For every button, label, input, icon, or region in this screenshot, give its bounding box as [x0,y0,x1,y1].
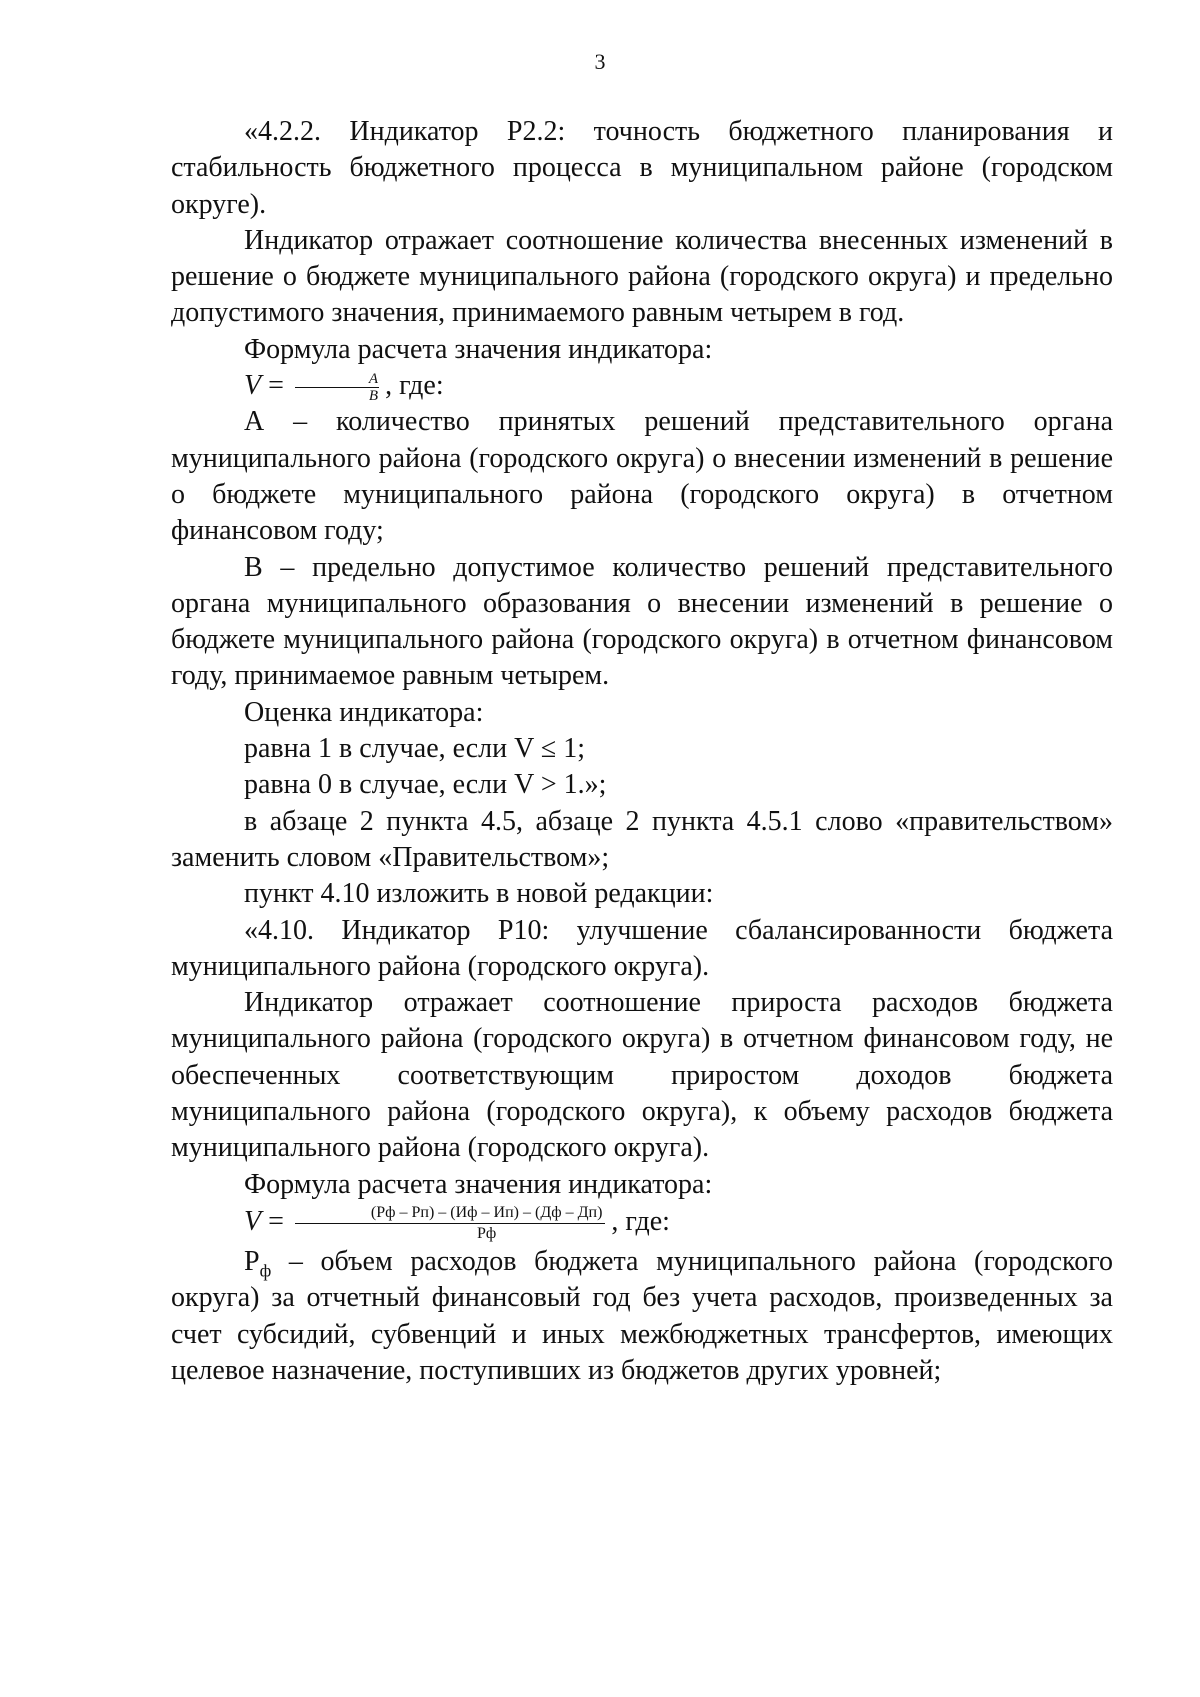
paragraph-definition-r-f [171,1244,1113,1389]
paragraph-evaluation-heading: Оценка индикатора: [244,696,484,728]
document-body [171,114,1113,1389]
formula-2-denominator: Рф [477,1224,497,1242]
formula-1-fraction [295,371,379,404]
formula-2-numerator: (Рф – Рп) – (Иф – Ип) – (Дф – Дп) [295,1203,606,1224]
paragraph-formula-intro-1: Формула расчета значения индикатора: [244,333,713,365]
formula-1-lhs: V [244,370,262,402]
formula-1-suffix: , где: [385,370,444,402]
formula-2-fraction [295,1203,606,1244]
paragraph-indicator-2-2-title: «4.2.2. Индикатор Р2.2: точность бюджетного планирования и стабильность бюджетного процесса в муниципальном районе (городском округе). [171,116,1113,220]
paragraph-definition-b: В – предельно допустимое количество решений представительного органа муниципального образования о внесении изменений в решение о бюджете муниципального района (городского округа) в отчетном финансовом году, принимаемое равным четырем. [171,551,1113,692]
paragraph-evaluation-case-1: равна 1 в случае, если V ≤ 1; [244,733,585,765]
formula-2-equals: = [268,1205,284,1237]
paragraph-definition-a: А – количество принятых решений представительного органа муниципального района (городского округа) о внесении изменений в решение о бюджете муниципального района (городского округа) в отчетном финансовом году; [171,406,1113,547]
paragraph-indicator-10-description: Индикатор отражает соотношение прироста расходов бюджета муниципального района (городского округа) в отчетном финансовом году, не обеспеченных соответствующим приростом доходов бюджета муниципального района (городского округа), к объему расходов бюджета муниципального района (городского округа). [171,987,1113,1164]
formula-v-equals-a-over-b [171,368,1113,404]
formula-1-numerator: A [295,371,379,388]
paragraph-evaluation-case-0: равна 0 в случае, если V > 1.»; [244,769,607,801]
formula-2-lhs: V [244,1205,262,1237]
symbol-r-f-subscript: ф [259,1260,272,1281]
formula-1-denominator: B [368,388,379,405]
paragraph-formula-intro-2: Формула расчета значения индикатора: [244,1168,713,1200]
paragraph-indicator-2-2-description: Индикатор отражает соотношение количества внесенных изменений в решение о бюджете муниципального района (городского округа) и предельно допустимого значения, принимаемого равным четырем в год. [171,224,1113,329]
formula-1-equals: = [268,370,284,402]
paragraph-amendment-4-10-intro: пункт 4.10 изложить в новой редакции: [244,878,714,910]
formula-v-balance-ratio [171,1203,1113,1244]
definition-r-f-text: – объем расходов бюджета муниципального района (городского округа) за отчетный финансовый год без учета расходов, произведенных за счет субсидий, субвенций и иных межбюджетных трансфертов, имеющих целевое назначение, поступивших из бюджетов других уровней; [171,1245,1113,1386]
paragraph-amendment-4-5: в абзаце 2 пункта 4.5, абзаце 2 пункта 4.5.1 слово «правительством» заменить словом «Правительством»; [171,805,1113,873]
symbol-r-f-base: Р [244,1245,260,1277]
formula-2-suffix: , где: [611,1205,670,1237]
paragraph-indicator-10-title: «4.10. Индикатор Р10: улучшение сбалансированности бюджета муниципального района (городского округа). [171,914,1113,982]
page-number: 3 [594,49,606,74]
symbol-r-f [244,1245,272,1281]
